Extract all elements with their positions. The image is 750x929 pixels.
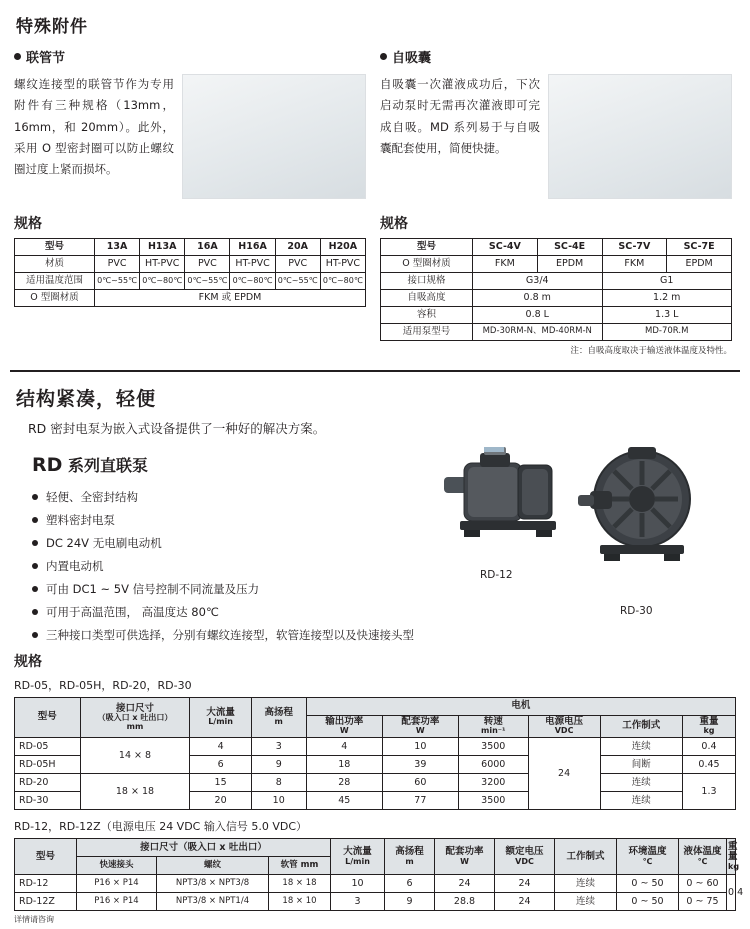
th-port-size-unit: mm	[126, 721, 144, 731]
rd-series-section	[0, 372, 750, 929]
cell-ambient: 0 ~ 50	[617, 893, 679, 911]
th-weight-unit: kg	[703, 726, 715, 736]
rd-spec-title: 规格	[14, 654, 42, 670]
cell-head: 8	[251, 774, 306, 792]
rd-models-line-2: RD-12，RD-12Z（电源电压 24 VDC 输入信号 5.0 VDC）	[14, 820, 308, 834]
table-row	[381, 256, 732, 273]
self-priming-bag-note: 注：自吸高度取决于输送液体温度及特性。	[570, 346, 732, 356]
th-sc4e: SC-4E	[537, 239, 602, 256]
list-item: 可用于高温范围， 高温度达 80℃	[32, 601, 414, 624]
cell: FKM	[602, 256, 667, 273]
th-weight-label: 重量	[699, 716, 719, 727]
th-h16a: H16A	[230, 239, 275, 256]
th-speed-label: 转速	[483, 716, 503, 727]
self-priming-bag-heading	[380, 47, 732, 66]
cell: EPDM	[667, 256, 732, 273]
cell: HT-PVC	[140, 256, 185, 273]
cell: PVC	[275, 256, 320, 273]
bullet-icon	[380, 53, 387, 60]
th-quick-connector: 快速接头	[77, 857, 157, 875]
cell-liquid: 0 ~ 60	[679, 875, 727, 893]
self-priming-bag-content	[380, 74, 732, 199]
cell-duty: 连续	[555, 893, 617, 911]
cell-rpm: 3500	[458, 792, 528, 810]
list-item: 塑料密封电泵	[32, 509, 414, 532]
cell-weight: 0.4	[727, 875, 736, 911]
photo-background	[183, 75, 365, 198]
cell-head: 9	[251, 756, 306, 774]
union-joint-spec-title: 规格	[14, 216, 42, 232]
th-voltage-label: 电源电压	[545, 716, 584, 727]
table-row	[381, 307, 732, 324]
table-row	[15, 738, 736, 756]
cell-port: 18 × 18	[80, 774, 190, 810]
rd-spec-table-1	[14, 697, 736, 810]
row-label-temp-range: 适用温度范围	[15, 273, 95, 290]
row-label-volume: 容积	[381, 307, 473, 324]
th-ambient-temp-label: 环境温度	[628, 846, 667, 858]
table-header-row	[15, 239, 366, 256]
cell-power: 77	[382, 792, 458, 810]
self-priming-bag-spec-title: 规格	[380, 216, 408, 232]
section-title-compact: 结构紧凑，轻便	[16, 388, 157, 410]
cell-model: RD-30	[15, 792, 81, 810]
rd-spec-table-2	[14, 838, 744, 911]
th-h20a: H20A	[320, 239, 365, 256]
th-voltage-unit: VDC	[554, 726, 574, 736]
cell-thread: NPT3/8 × NPT1/4	[157, 893, 269, 911]
cell: MD-70R.M	[602, 324, 732, 341]
th-weight-unit: kg	[728, 861, 740, 871]
cell-head: 9	[385, 893, 435, 911]
th-rated-voltage	[495, 839, 555, 875]
th-speed	[458, 716, 528, 738]
cell-merged: FKM 或 EPDM	[95, 290, 366, 307]
cell: 0℃~80℃	[140, 273, 185, 290]
self-priming-bag-spec-table	[380, 238, 732, 341]
th-rated-power	[382, 716, 458, 738]
cell-output: 18	[306, 756, 382, 774]
cell-hose: 18 × 18	[269, 875, 331, 893]
table-row	[15, 875, 736, 893]
cell-model: RD-12	[15, 875, 77, 893]
th-model: 型号	[15, 239, 95, 256]
cell-flow: 10	[331, 875, 385, 893]
cell: FKM	[473, 256, 538, 273]
th-sc4v: SC-4V	[473, 239, 538, 256]
cell-model: RD-20	[15, 774, 81, 792]
th-output-power-label: 输出功率	[325, 716, 364, 727]
cell: 0.8 L	[473, 307, 603, 324]
cell: 0℃~55℃	[95, 273, 140, 290]
cell: 0℃~55℃	[275, 273, 320, 290]
cell-weight: 0.4	[682, 738, 735, 756]
rd-series-suffix: 系列直联泵	[67, 456, 148, 475]
cell: 1.3 L	[602, 307, 732, 324]
th-16a: 16A	[185, 239, 230, 256]
th-weight-label: 重量	[728, 840, 738, 863]
cell-hose: 18 × 10	[269, 893, 331, 911]
row-label-oring-material: O 型圈材质	[381, 256, 473, 273]
cell-power: 60	[382, 774, 458, 792]
footer-note: 详情请咨询	[14, 915, 54, 925]
cell-model: RD-12Z	[15, 893, 77, 911]
cell-output: 45	[306, 792, 382, 810]
cell-output: 4	[306, 738, 382, 756]
table-row	[381, 290, 732, 307]
th-output-power	[306, 716, 382, 738]
cell-duty: 连续	[600, 792, 682, 810]
cell-thread: NPT3/8 × NPT3/8	[157, 875, 269, 893]
th-weight	[682, 716, 735, 738]
th-hose: 软管 mm	[269, 857, 331, 875]
cell-rpm: 3200	[458, 774, 528, 792]
cell: PVC	[95, 256, 140, 273]
cell-duty: 间断	[600, 756, 682, 774]
th-liquid-temp-label: 液体温度	[683, 846, 722, 858]
rd-feature-list	[32, 486, 414, 647]
cell-output: 28	[306, 774, 382, 792]
row-label-applicable-pump: 适用泵型号	[381, 324, 473, 341]
cell-rpm: 6000	[458, 756, 528, 774]
row-label-suction-height: 自吸高度	[381, 290, 473, 307]
th-max-flow-unit: L/min	[208, 717, 233, 727]
th-port-size-sub: （吸入口 x 吐出口）	[97, 713, 173, 723]
cell: HT-PVC	[230, 256, 275, 273]
cell: 0.8 m	[473, 290, 603, 307]
section-title-special-accessories: 特殊附件	[16, 17, 88, 37]
cell-duty: 连续	[600, 774, 682, 792]
th-duty: 工作制式	[555, 839, 617, 875]
cell-weight: 1.3	[682, 774, 735, 810]
table-row	[15, 893, 736, 911]
th-rated-power-unit: W	[460, 856, 469, 866]
self-priming-bag-photo	[548, 74, 732, 199]
union-joint-photo	[182, 74, 366, 199]
th-port-size-label: 接口尺寸	[115, 702, 154, 714]
table-header-row	[381, 239, 732, 256]
th-max-head-label: 高扬程	[264, 707, 293, 718]
cell-flow: 3	[331, 893, 385, 911]
row-label-oring-material: O 型圈材质	[15, 290, 95, 307]
cell-model: RD-05	[15, 738, 81, 756]
rd-photo-column	[414, 447, 734, 647]
table-row	[15, 256, 366, 273]
photo-caption-rd30: RD-30	[620, 605, 653, 617]
table-row	[381, 324, 732, 341]
photo-background	[549, 75, 731, 198]
section-lead-text: RD 密封电泵为嵌入式设备提供了一种好的解决方案。	[28, 421, 326, 436]
th-rated-voltage-unit: VDC	[515, 856, 534, 866]
table-header-row	[15, 698, 736, 716]
rd-overview-layout	[14, 447, 736, 647]
cell: 0℃~55℃	[185, 273, 230, 290]
th-rated-voltage-label: 额定电压	[505, 846, 544, 858]
th-ambient-temp-unit: ℃	[642, 856, 653, 866]
cell-liquid: 0 ~ 75	[679, 893, 727, 911]
cell: G1	[602, 273, 732, 290]
cell-flow: 4	[190, 738, 251, 756]
th-speed-unit: min⁻¹	[481, 726, 506, 736]
rd-series-prefix: RD	[32, 454, 63, 476]
cell-quick: P16 × P14	[77, 875, 157, 893]
cell-power: 24	[435, 875, 495, 893]
th-max-flow	[190, 698, 251, 738]
list-item: 内置电动机	[32, 555, 414, 578]
table-header-row	[15, 839, 736, 857]
union-joint-spec-table	[14, 238, 366, 307]
th-max-flow-unit: L/min	[345, 856, 370, 866]
cell-voltage: 24	[495, 893, 555, 911]
th-max-head	[251, 698, 306, 738]
th-max-head-label: 高扬程	[395, 846, 424, 858]
cell-flow: 6	[190, 756, 251, 774]
th-sc7e: SC-7E	[667, 239, 732, 256]
th-group-port-size: 接口尺寸（吸入口 x 吐出口）	[77, 839, 331, 857]
table-row	[15, 273, 366, 290]
th-max-flow	[331, 839, 385, 875]
th-duty: 工作制式	[600, 716, 682, 738]
cell-duty: 连续	[600, 738, 682, 756]
special-accessories-section	[0, 0, 750, 362]
table-row	[15, 290, 366, 307]
rd-pumps-illustration	[414, 441, 734, 616]
cell-rpm: 3500	[458, 738, 528, 756]
th-port-size	[80, 698, 190, 738]
th-13a: 13A	[95, 239, 140, 256]
rd-models-line-1: RD-05，RD-05H，RD-20，RD-30	[14, 679, 192, 692]
cell-head: 3	[251, 738, 306, 756]
cell-ambient: 0 ~ 50	[617, 875, 679, 893]
self-priming-bag-heading-label: 自吸囊	[392, 51, 432, 66]
th-model: 型号	[15, 839, 77, 875]
th-model: 型号	[381, 239, 473, 256]
list-item: 三种接口类型可供选择，分别有螺纹连接型，软管连接型以及快速接头型	[32, 624, 414, 647]
th-thread: 螺纹	[157, 857, 269, 875]
self-priming-bag-column	[380, 47, 732, 356]
rd-feature-column	[14, 447, 414, 647]
th-voltage	[528, 716, 600, 738]
th-rated-power	[435, 839, 495, 875]
th-liquid-temp-unit: ℃	[697, 856, 708, 866]
th-model: 型号	[15, 698, 81, 738]
list-item: 可由 DC1 ~ 5V 信号控制不同流量及压力	[32, 578, 414, 601]
bullet-icon	[14, 53, 21, 60]
th-rated-power-label: 配套功率	[401, 716, 440, 727]
th-ambient-temp	[617, 839, 679, 875]
th-max-head	[385, 839, 435, 875]
cell-weight: 0.45	[682, 756, 735, 774]
th-group-motor: 电机	[306, 698, 735, 716]
union-joint-heading	[14, 47, 366, 66]
cell: HT-PVC	[320, 256, 365, 273]
th-output-power-unit: W	[339, 726, 349, 736]
th-liquid-temp	[679, 839, 727, 875]
cell: MD-30RM-N、MD-40RM-N	[473, 324, 603, 341]
row-label-material: 材质	[15, 256, 95, 273]
cell-head: 6	[385, 875, 435, 893]
union-joint-description: 螺纹连接型的联管节作为专用附件有三种规格（13mm，16mm，和 20mm）。此外，采用 O 型密封圈可以防止螺纹圈过度上紧而损坏。	[14, 77, 174, 177]
th-max-flow-label: 大流量	[343, 846, 372, 858]
cell-voltage: 24	[528, 738, 600, 810]
cell: PVC	[185, 256, 230, 273]
cell-flow: 15	[190, 774, 251, 792]
union-joint-heading-label: 联管节	[26, 51, 66, 66]
th-rated-power-label: 配套功率	[445, 846, 484, 858]
cell: 0℃~80℃	[320, 273, 365, 290]
photo-caption-rd12: RD-12	[480, 569, 513, 581]
th-20a: 20A	[275, 239, 320, 256]
cell: 1.2 m	[602, 290, 732, 307]
cell: G3/4	[473, 273, 603, 290]
self-priming-bag-description: 自吸囊一次灌液成功后，下次启动泵时无需再次灌液即可完成自吸。MD 系列易于与自吸囊配套使用，简便快捷。	[380, 77, 540, 155]
cell-voltage: 24	[495, 875, 555, 893]
cell-quick: P16 × P14	[77, 893, 157, 911]
th-h13a: H13A	[140, 239, 185, 256]
table-row	[15, 774, 736, 792]
cell-port: 14 × 8	[80, 738, 190, 774]
cell-power: 39	[382, 756, 458, 774]
cell: EPDM	[537, 256, 602, 273]
union-joint-content	[14, 74, 366, 199]
cell: 0℃~80℃	[230, 273, 275, 290]
th-max-flow-label: 大流量	[206, 707, 235, 718]
cell-model: RD-05H	[15, 756, 81, 774]
list-item: 轻便、全密封结构	[32, 486, 414, 509]
th-rated-power-unit: W	[415, 726, 425, 736]
th-max-head-unit: m	[274, 717, 283, 727]
table-row	[381, 273, 732, 290]
cell-power: 10	[382, 738, 458, 756]
top-two-column-layout	[14, 47, 736, 356]
list-item: DC 24V 无电刷电动机	[32, 532, 414, 555]
row-label-port-size: 接口规格	[381, 273, 473, 290]
th-weight	[727, 839, 740, 875]
th-max-head-unit: m	[405, 856, 414, 866]
cell-head: 10	[251, 792, 306, 810]
cell-power: 28.8	[435, 893, 495, 911]
th-sc7v: SC-7V	[602, 239, 667, 256]
union-joint-column	[14, 47, 366, 356]
cell-duty: 连续	[555, 875, 617, 893]
rd-series-heading	[32, 453, 414, 476]
cell-flow: 20	[190, 792, 251, 810]
